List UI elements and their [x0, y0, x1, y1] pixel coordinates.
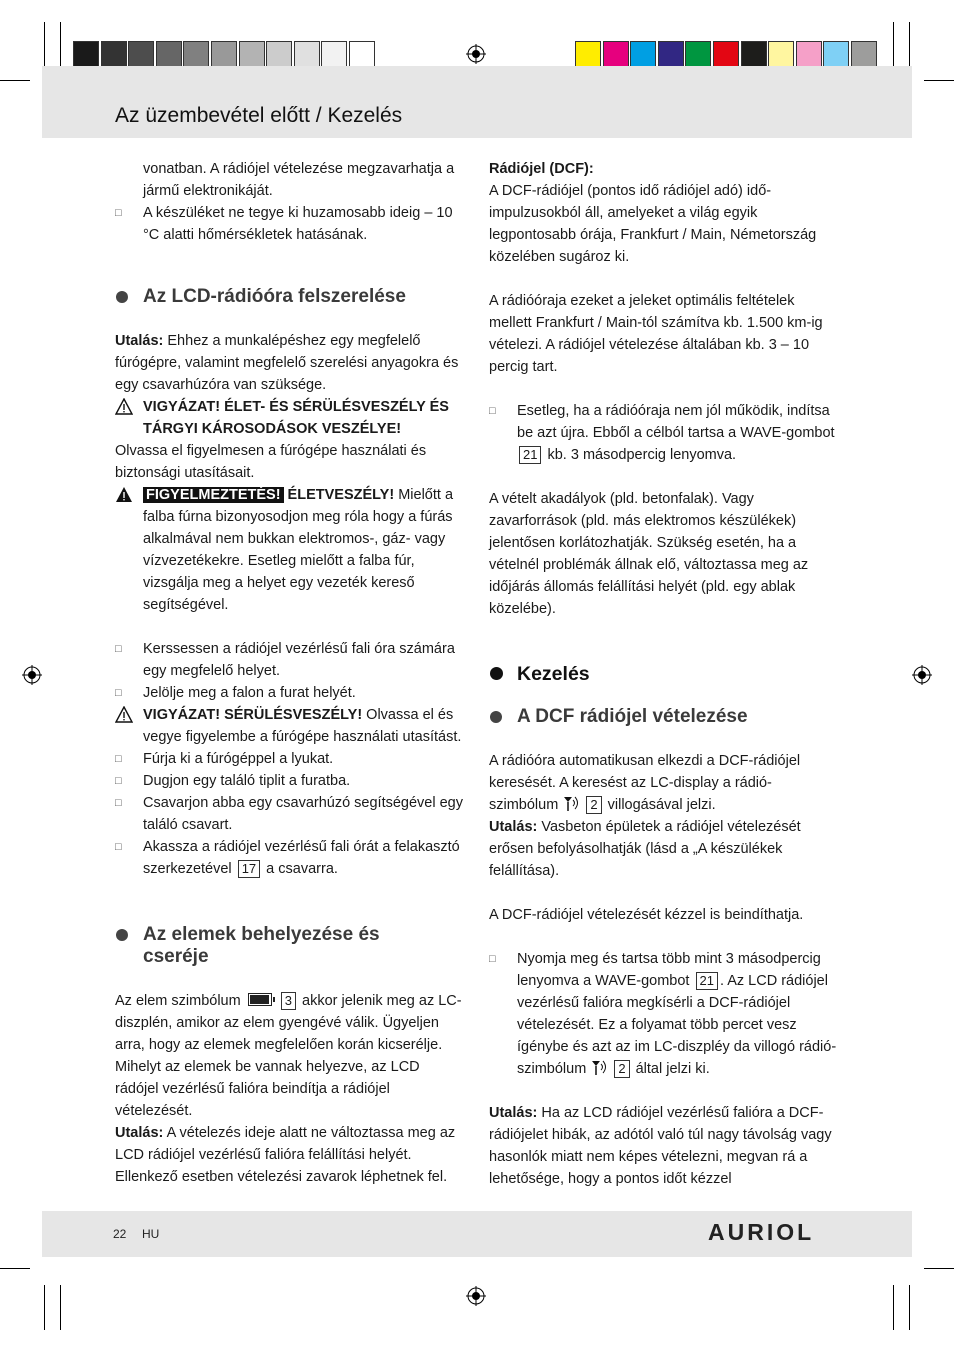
crop-mark: [60, 22, 61, 67]
warning-icon: [115, 706, 133, 723]
warning-icon: [115, 486, 133, 503]
list-item: □ Dugjon egy találó tiplit a furatba.: [115, 770, 467, 792]
crop-mark: [893, 1285, 894, 1330]
note-text: Vasbeton épületek a rádiójel vételezését erősen befolyásolhatják (lásd a „A készülékek felállítása).: [489, 819, 801, 879]
warning-title: VIGYÁZAT! SÉRÜLÉSVESZÉLY!: [143, 707, 363, 723]
crop-mark: [924, 1268, 954, 1269]
right-column: [489, 158, 841, 1190]
warning-text: Olvassa el és vegye figyelembe a fúrógépe használati utasítást.: [143, 707, 462, 745]
radio-signal-icon: [562, 794, 580, 812]
crop-mark: [60, 1285, 61, 1330]
paragraph: A rádióóraja ezeket a jeleket optimális feltételek mellett Frankfurt / Main-tól számítva kb. 1.500 km-ig vételezi. A rádiójel vételezése általában kb. 3 – 10 percig tart.: [489, 293, 823, 375]
paragraph: [115, 990, 467, 1122]
color-swatch: [73, 41, 99, 69]
part-number: 2: [586, 796, 601, 814]
warning-paragraph: [115, 484, 467, 616]
list-item: □ Csavarjon abba egy csavarhúzó segítségével egy találó csavart.: [115, 792, 467, 836]
crop-mark: [909, 1285, 910, 1330]
list-item: □ A készüléket ne tegye ki huzamosabb ideig – 10 °C alatti hőmérsékletek hatásának.: [115, 202, 467, 246]
language-code: HU: [142, 1227, 160, 1241]
registration-mark-icon: [912, 665, 932, 685]
list-text: a csavarra.: [262, 861, 338, 877]
note-text: Ehhez a munkalépéshez egy megfelelő fúrógépre, valamint megfelelő szerelési anyagokra és egy csavarhúzóra van szüksége.: [115, 333, 459, 393]
color-swatch: [101, 41, 127, 69]
color-swatch: [796, 41, 822, 69]
text: villogásával jelzi.: [603, 797, 716, 813]
color-swatch: [156, 41, 182, 69]
paragraph: A DCF-rádiójel (pontos idő rádiójel adó) idő-impulzusokból áll, amelyeket a világ egyik legpontosabb órája, Frankfurt / Main, Németország közelében sugároz ki.: [489, 183, 817, 265]
left-column: [115, 158, 467, 1188]
color-swatch: [211, 41, 237, 69]
note-label: Utalás:: [115, 333, 164, 349]
warning-heading: [115, 396, 467, 440]
color-swatch: [266, 41, 292, 69]
list-text: által jelzi ki.: [631, 1061, 710, 1077]
color-swatch: [603, 41, 629, 69]
brand-logo: AURIOL: [708, 1219, 815, 1245]
part-number: 2: [614, 1060, 629, 1078]
warning-paragraph: [115, 704, 467, 748]
page-number: 22: [113, 1227, 127, 1241]
section-heading: Az LCD-rádióóra felszerelése: [115, 286, 467, 308]
color-swatch: [685, 41, 711, 69]
color-swatch: [183, 41, 209, 69]
text: Az elem szimbólum: [115, 993, 245, 1009]
color-swatch: [575, 41, 601, 69]
warning-title: VIGYÁZAT! ÉLET- ÉS SÉRÜLÉSVESZÉLY ÉS TÁRGYI KÁROSODÁSOK VESZÉLYE!: [143, 399, 449, 437]
list-text: Nyomja meg és tartsa több mint 3 másodpercig lenyomva a WAVE-gombot: [517, 951, 821, 989]
subheading: Rádiójel (DCF):: [489, 161, 594, 177]
list-text: kb. 3 másodpercig lenyomva.: [543, 447, 737, 463]
crop-mark: [924, 80, 954, 81]
list-item: [115, 836, 467, 880]
registration-mark-icon: [466, 44, 486, 64]
radio-signal-icon: [590, 1058, 608, 1076]
color-swatch: [741, 41, 767, 69]
color-swatch: [630, 41, 656, 69]
section-heading: A DCF rádiójel vételezése: [489, 706, 841, 728]
note-paragraph: [115, 1122, 467, 1188]
section-heading: Kezelés: [489, 662, 841, 686]
note-paragraph: [489, 816, 841, 882]
note-paragraph: [489, 1102, 841, 1190]
color-swatch: [713, 41, 739, 69]
crop-mark: [893, 22, 894, 67]
color-swatch: [321, 41, 347, 69]
list-text: Esetleg, ha a rádióóraja nem jól működik, indítsa be azt újra. Ebből a célból tartsa a WAVE-gombot: [517, 403, 835, 441]
crop-mark: [0, 80, 30, 81]
paragraph: A vételt akadályok (pld. betonfalak). Vagy zavarforrások (pld. más elektromos készülékek) jelentősen korlátozhatják. Szükség esetén, ha a vételnél problémák állnak elő, változtassa meg az időjárás állomás felállítási helyét (pld. egy ablak közelébe).: [489, 491, 809, 617]
note-label: Utalás:: [489, 819, 538, 835]
list-item: □ Kerssessen a rádiójel vezérlésű fali óra számára egy megfelelő helyet.: [115, 638, 467, 682]
part-number: 21: [696, 972, 718, 990]
crop-mark: [0, 1268, 30, 1269]
color-swatch: [294, 41, 320, 69]
warning-icon: [115, 398, 133, 415]
color-swatch: [823, 41, 849, 69]
note-text: A vételezés ideje alatt ne változtassa meg az LCD rádiójel vezérlésű falióra felállítási helyét. Ellenkező esetben vételezési zavarok léphetnek fel.: [115, 1125, 456, 1185]
battery-icon: [248, 993, 272, 1006]
color-swatch: [768, 41, 794, 69]
color-swatch: [851, 41, 877, 69]
part-number: 17: [238, 860, 260, 878]
note-text: Ha az LCD rádiójel vezérlésű falióra a DCF-rádiójelet hibák, az adótól való túl nagy távolság vagy hasonlók miatt nem képes vételezni, megvan rá a lehetősége, hogy a pontos időt kézzel: [489, 1105, 832, 1187]
text: akkor jelenik meg az LC-diszplén, amikor az elem gyengévé válik. Ügyeljen arra, hogy az elemek megfelelően korán kicserélje. Mihelyt az elemek be vannak helyezve, az LCD rádójel vezérlésű falióra beindítja a rádiójel vételezését.: [115, 993, 462, 1119]
list-text: Akassza a rádiójel vezérlésű fali órát a felakasztó szerkezetével: [143, 839, 460, 877]
warning-text: Mielőtt a falba fúrna bizonyosodjon meg róla hogy a fúrás alkalmával nem bukkan elektromos-, gáz- vagy vízvezetékekre. Esetleg mielőtt a falba fúr, vizsgálja meg a helyet egy vezeték kereső segítségével.: [143, 487, 454, 613]
list-item: [489, 948, 841, 1080]
part-number: 3: [281, 992, 296, 1010]
part-number: 21: [519, 446, 541, 464]
list-item: □ Fúrja ki a fúrógéppel a lyukat.: [115, 748, 467, 770]
list-item: [489, 400, 841, 466]
paragraph: vonatban. A rádiójel vételezése megzavarhatja a jármű elektronikáját.: [143, 161, 455, 199]
registration-mark-icon: [22, 665, 42, 685]
warning-badge: FIGYELMEZTETÉS!: [143, 487, 284, 503]
crop-mark: [44, 1285, 45, 1330]
color-swatch: [239, 41, 265, 69]
crop-mark: [44, 22, 45, 67]
registration-mark-icon: [466, 1286, 486, 1306]
color-swatch: [658, 41, 684, 69]
section-heading: Az elemek behelyezése és cseréje: [115, 924, 403, 968]
page-title: Az üzembevétel előtt / Kezelés: [115, 104, 403, 127]
note-paragraph: [115, 330, 467, 396]
warning-title: ÉLETVESZÉLY!: [283, 487, 395, 503]
list-item: □ Jelölje meg a falon a furat helyét.: [115, 682, 467, 704]
text: A rádióóra automatikusan elkezdi a DCF-rádiójel keresését. A keresést az LC-display a rádió-szimbólum: [489, 753, 801, 813]
note-label: Utalás:: [115, 1125, 164, 1141]
crop-mark: [909, 22, 910, 67]
color-swatch: [349, 41, 375, 69]
color-swatch: [128, 41, 154, 69]
paragraph: A DCF-rádiójel vételezését kézzel is beindíthatja.: [489, 907, 804, 923]
paragraph: [489, 750, 841, 816]
list-text: . Az LCD rádiójel vezérlésű falióra megkísérli a DCF-rádiójel vételezését. Ez a folyamat több percet vesz ígénybe és azt az im LC-diszpléy da villogó rádió-szimbólum: [517, 973, 837, 1077]
paragraph: Olvassa el figyelmesen a fúrógépe használati és biztonsági utasításait.: [115, 443, 427, 481]
note-label: Utalás:: [489, 1105, 538, 1121]
